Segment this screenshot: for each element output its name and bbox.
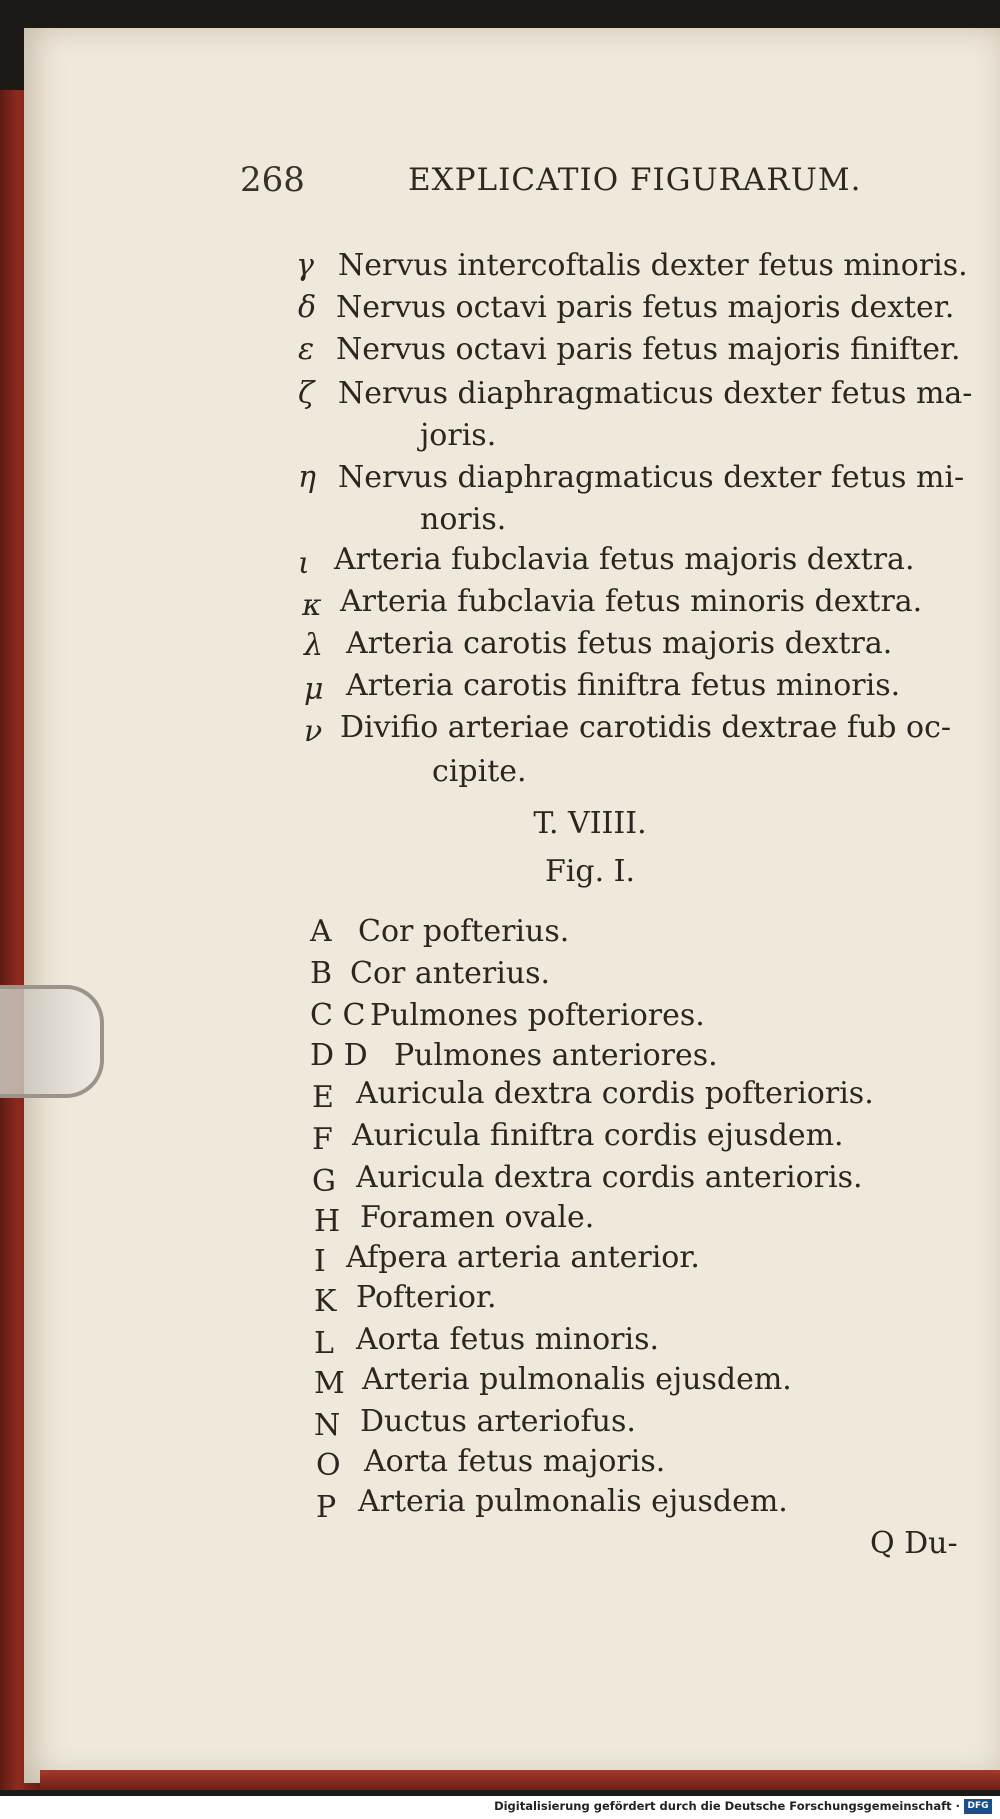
entry-letter: D D <box>310 1038 368 1073</box>
entry-text: Foramen ovale. <box>360 1200 595 1235</box>
page-clip <box>0 985 104 1098</box>
entry-text: Arteria pulmonalis ejusdem. <box>362 1362 792 1397</box>
entry-text: Afpera arteria anterior. <box>346 1240 700 1275</box>
entry-symbol: γ <box>296 248 314 283</box>
entry-text: Nervus intercoftalis dexter fetus minoris. <box>338 248 968 283</box>
entry-letter: E <box>312 1080 334 1115</box>
entry-letter: L <box>314 1326 334 1361</box>
entry-symbol: ν <box>304 714 323 749</box>
entry-letter: G <box>312 1164 336 1199</box>
entry-continuation: joris. <box>420 418 497 453</box>
entry-text: Aorta fetus minoris. <box>356 1322 660 1357</box>
entry-text: Pulmones pofteriores. <box>370 998 705 1033</box>
entry-symbol: μ <box>304 672 324 707</box>
entry-letter: K <box>314 1284 337 1319</box>
entry-symbol: ζ <box>298 376 315 411</box>
entry-text: Aorta fetus majoris. <box>364 1444 666 1479</box>
entry-continuation: cipite. <box>432 754 527 789</box>
entry-text: Pulmones anteriores. <box>394 1038 718 1073</box>
entry-text: Arteria carotis finiftra fetus minoris. <box>346 668 901 703</box>
entry-letter: O <box>316 1448 341 1483</box>
entry-letter: H <box>314 1204 341 1239</box>
entry-text: Nervus diaphragmaticus dexter fetus mi- <box>338 460 965 495</box>
entry-letter: P <box>316 1490 337 1525</box>
running-head <box>240 160 980 210</box>
entry-text: Ductus arteriofus. <box>360 1404 636 1439</box>
entry-letter: I <box>314 1244 326 1279</box>
figure-heading: Fig. I. <box>544 854 636 889</box>
entry-letter: N <box>314 1408 341 1443</box>
table-heading: T. VIIII. <box>533 806 647 841</box>
footer-credit: Digitalisierung gefördert durch die Deutsche Forschungsgemeinschaft · <box>494 1799 960 1813</box>
entry-text: Arteria fubclavia fetus minoris dextra. <box>340 584 923 619</box>
entry-letter: F <box>312 1122 333 1157</box>
entry-text: Cor anterius. <box>350 956 551 991</box>
page-title: EXPLICATIO FIGURARUM. <box>408 162 862 198</box>
entry-text: Cor pofterius. <box>358 914 570 949</box>
entry-text: Nervus octavi paris fetus majoris dexter. <box>336 290 955 325</box>
entry-symbol: λ <box>304 628 324 663</box>
entry-text: Auricula dextra cordis pofterioris. <box>356 1076 874 1111</box>
entry-letter: M <box>314 1366 345 1401</box>
entry-text: Arteria fubclavia fetus majoris dextra. <box>334 542 915 577</box>
page-number: 268 <box>240 160 305 200</box>
footer-bar <box>0 1796 1000 1819</box>
entry-letter: B <box>310 956 333 991</box>
entry-symbol: η <box>298 460 316 495</box>
entry-text: Pofterior. <box>356 1280 497 1315</box>
entry-symbol: ι <box>298 546 310 581</box>
entry-continuation: noris. <box>420 502 507 537</box>
entry-text: Nervus octavi paris fetus majoris finifter. <box>336 332 961 367</box>
dfg-logo: DFG <box>964 1799 992 1814</box>
entry-symbol: κ <box>302 588 322 623</box>
catchword: Q Du- <box>870 1526 958 1561</box>
entry-text: Auricula dextra cordis anterioris. <box>356 1160 863 1195</box>
entry-letter: A <box>310 914 332 949</box>
entry-symbol: δ <box>298 290 317 325</box>
entry-symbol: ε <box>298 332 315 367</box>
entry-letter: C C <box>310 998 366 1033</box>
entry-text: Arteria pulmonalis ejusdem. <box>358 1484 788 1519</box>
entry-text: Arteria carotis fetus majoris dextra. <box>346 626 893 661</box>
page-red-edge <box>40 1770 1000 1790</box>
entry-text: Divifio arteriae carotidis dextrae fub oc- <box>340 710 952 745</box>
entry-text: Nervus diaphragmaticus dexter fetus ma- <box>338 376 973 411</box>
entry-text: Auricula finiftra cordis ejusdem. <box>352 1118 844 1153</box>
